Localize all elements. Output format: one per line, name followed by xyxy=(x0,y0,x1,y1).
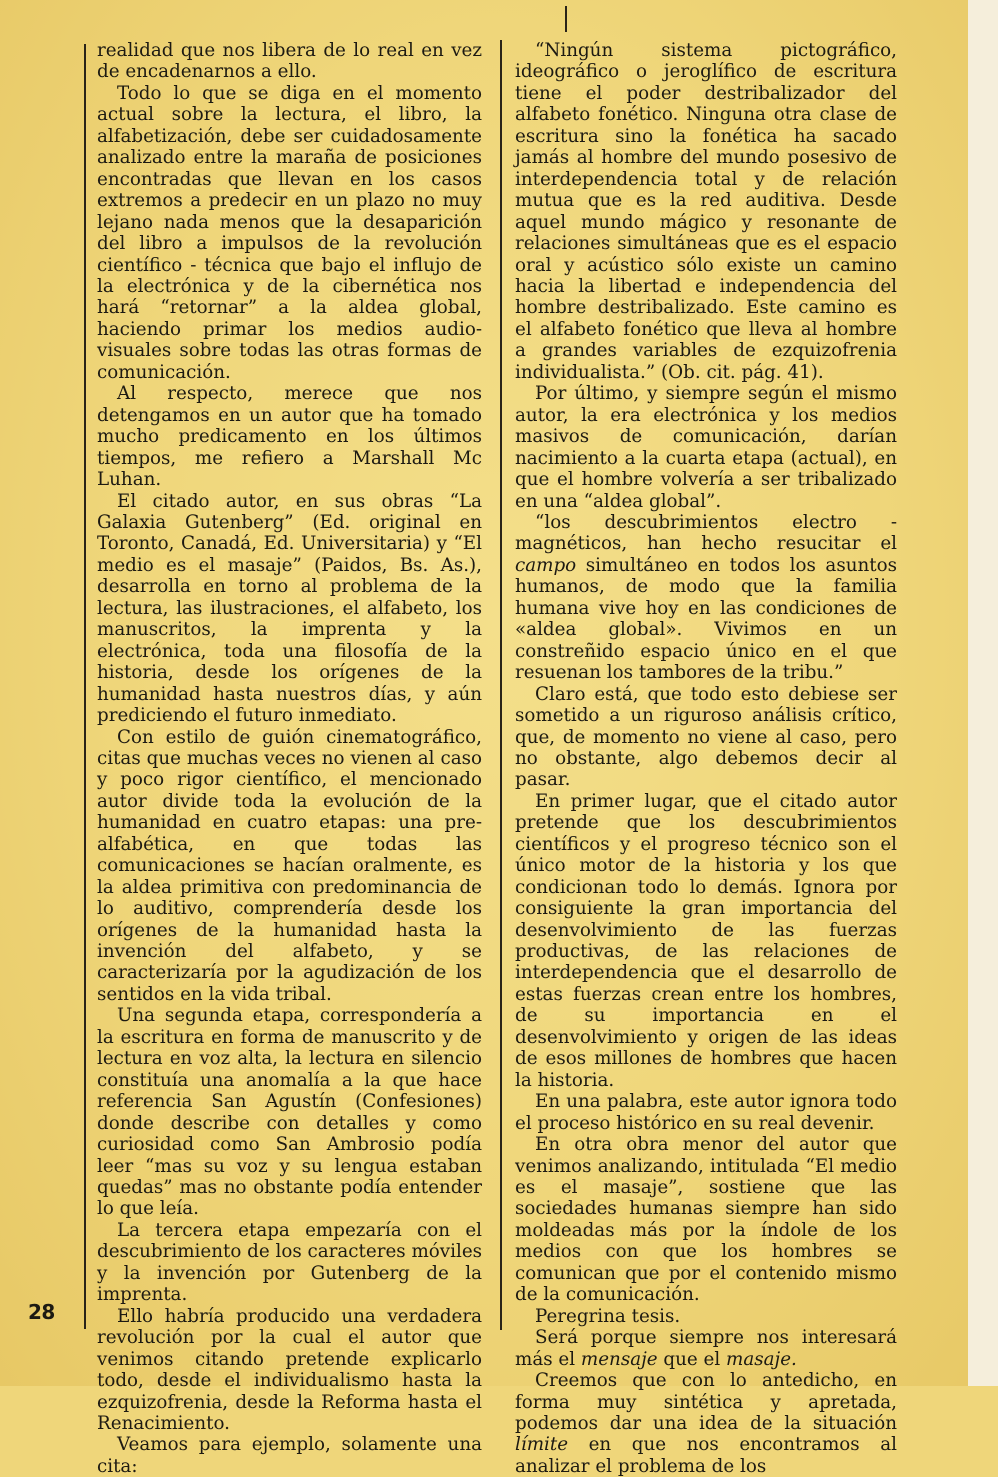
paragraph: Una segunda etapa, correspondería a la escritura en forma de manuscrito y de lectura en voz alta, la lectura en silencio constituía una anomalía a la que hace referencia San Agustín (Confesiones) donde describe con detalles y como curiosidad como San Ambrosio podía leer “mas su voz y su lengua estaban quedas” mas no obstante podía entender lo que leía. xyxy=(97,1005,482,1220)
emphasis: campo xyxy=(515,554,577,576)
paragraph: Ello habría producido una verdadera revolución por la cual el autor que venimos citando pretende explicarlo todo, desde el individualismo hasta la ezquizofrenia, desde la Reforma hasta el Renacimiento. xyxy=(97,1305,482,1434)
left-column xyxy=(97,40,482,1477)
paragraph: Todo lo que se diga en el momento actual sobre la lectura, el libro, la alfabetización, debe ser cuidadosamente analizado entre la maraña de posiciones encontradas que llevan en los casos extremos a predecir en un plazo no muy lejano nada menos que la desaparición del libro a impulsos de la revolución científico - técnica que bajo el influjo de la electrónica y de la cibernética nos hará “retornar” a la aldea global, haciendo primar los medios audio-visuales sobre todas las otras formas de comunicación. xyxy=(97,82,482,383)
paragraph: Creemos que con lo antedicho, en forma muy sintética y apretada, podemos dar una idea de la situación límite en que nos encontramos al analizar el problema de los xyxy=(515,1370,897,1477)
paragraph: Peregrina tesis. xyxy=(535,1305,681,1327)
column-divider-rule xyxy=(500,40,502,1330)
right-column xyxy=(515,40,897,1477)
paragraph: El citado autor, en sus obras “La Galaxia Gutenberg” (Ed. original en Toronto, Canadá, Ed. Universitaria) y “El medio es el masaje” (Paidos, Bs. As.), desarrolla en torno al problema de la lectura, las ilustraciones, el alfabeto, los manuscritos, la imprenta y la electrónica, toda una filosofía de la historia, desde los orígenes de la humanidad hasta nuestros días, y aún prediciendo el futuro inmediato. xyxy=(97,490,482,727)
page-edge xyxy=(968,0,998,1386)
emphasis: límite xyxy=(515,1434,569,1456)
page-number: 28 xyxy=(28,1300,55,1324)
paragraph: Al respecto, merece que nos detengamos en un autor que ha tomado mucho predicamento en los últimos tiempos, me refiero a Marshall Mc Luhan. xyxy=(97,383,482,491)
paragraph: Con estilo de guión cinematográfico, citas que muchas veces no vienen al caso y poco rigor científico, el mencionado autor divide toda la evolución de la humanidad en cuatro etapas: una pre-alfabética, en que todas las comunicaciones se hacían oralmente, es la aldea primitiva con predominancia de lo auditivo, comprendería desde los orígenes de la humanidad hasta la invención del alfabeto, y se caracterizaría por la agudización de los sentidos en la vida tribal. xyxy=(97,726,482,1005)
paragraph: Veamos para ejemplo, solamente una cita: xyxy=(97,1434,482,1477)
quote-paragraph: “Ningún sistema pictográfico, ideográfico o jeroglífico de escritura tiene el poder destribalizador del alfabeto fonético. Ninguna otra clase de escritura sino la fonética ha sacado jamás al hombre del mundo posesivo de interdependencia total y de relación mutua que es la red auditiva. Desde aquel mundo mágico y resonante de relaciones simultáneas que es el espacio oral y acústico sólo existe un camino hacia la libertad e independencia del hombre destribalizado. Este camino es el alfabeto fonético que lleva al hombre a grandes variables de ezquizofrenia individualista.” (Ob. cit. pág. 41). xyxy=(515,40,897,383)
paragraph: En primer lugar, que el citado autor pretende que los descubrimientos científicos y el progreso técnico son el único motor de la historia y los que condicionan todo lo demás. Ignora por consiguiente la gran importancia del desenvolvimiento de las fuerzas productivas, de las relaciones de interdependencia que el desarrollo de estas fuerzas crean entre los hombres, de su importancia en el desenvolvimiento y origen de las ideas de esos millones de hombres que hacen la historia. xyxy=(515,790,897,1091)
paragraph: En una palabra, este autor ignora todo el proceso histórico en su real devenir. xyxy=(515,1091,897,1134)
quote-paragraph: “los descubrimientos electro - magnéticos, han hecho resucitar el campo simultáneo en todos los asuntos humanos, de modo que la familia humana vive hoy en las condiciones de «aldea global». Vivimos en un constreñido espacio único en el que resuenan los tambores de la tribu.” xyxy=(515,511,897,684)
paragraph: Por último, y siempre según el mismo autor, la era electrónica y los medios masivos de comunicación, darían nacimiento a la cuarta etapa (actual), en que el hombre volvería a ser tribalizado en una “aldea global”. xyxy=(515,383,897,512)
paragraph: En otra obra menor del autor que venimos analizando, intitulada “El medio es el masaje”, sostiene que las sociedades humanas siempre han sido moldeadas más por la índole de los medios con que los hombres se comunican que por el contenido mismo de la comunicación. xyxy=(515,1134,897,1306)
paragraph: La tercera etapa empezaría con el descubrimiento de los caracteres móviles y la invención por Gutenberg de la imprenta. xyxy=(97,1219,483,1306)
emphasis: masaje. xyxy=(726,1348,797,1370)
paragraph: Claro está, que todo esto debiese ser sometido a un riguroso análisis crítico, que, de momento no viene al caso, pero no obstante, algo debemos decir al pasar. xyxy=(515,683,897,791)
paragraph: Será porque siempre nos interesará más el mensaje que el masaje. xyxy=(515,1327,897,1370)
paragraph: realidad que nos libera de lo real en vez de encadenarnos a ello. xyxy=(97,40,482,83)
emphasis: mensaje xyxy=(580,1348,658,1370)
left-margin-rule xyxy=(84,44,86,1329)
top-mark xyxy=(565,6,567,32)
